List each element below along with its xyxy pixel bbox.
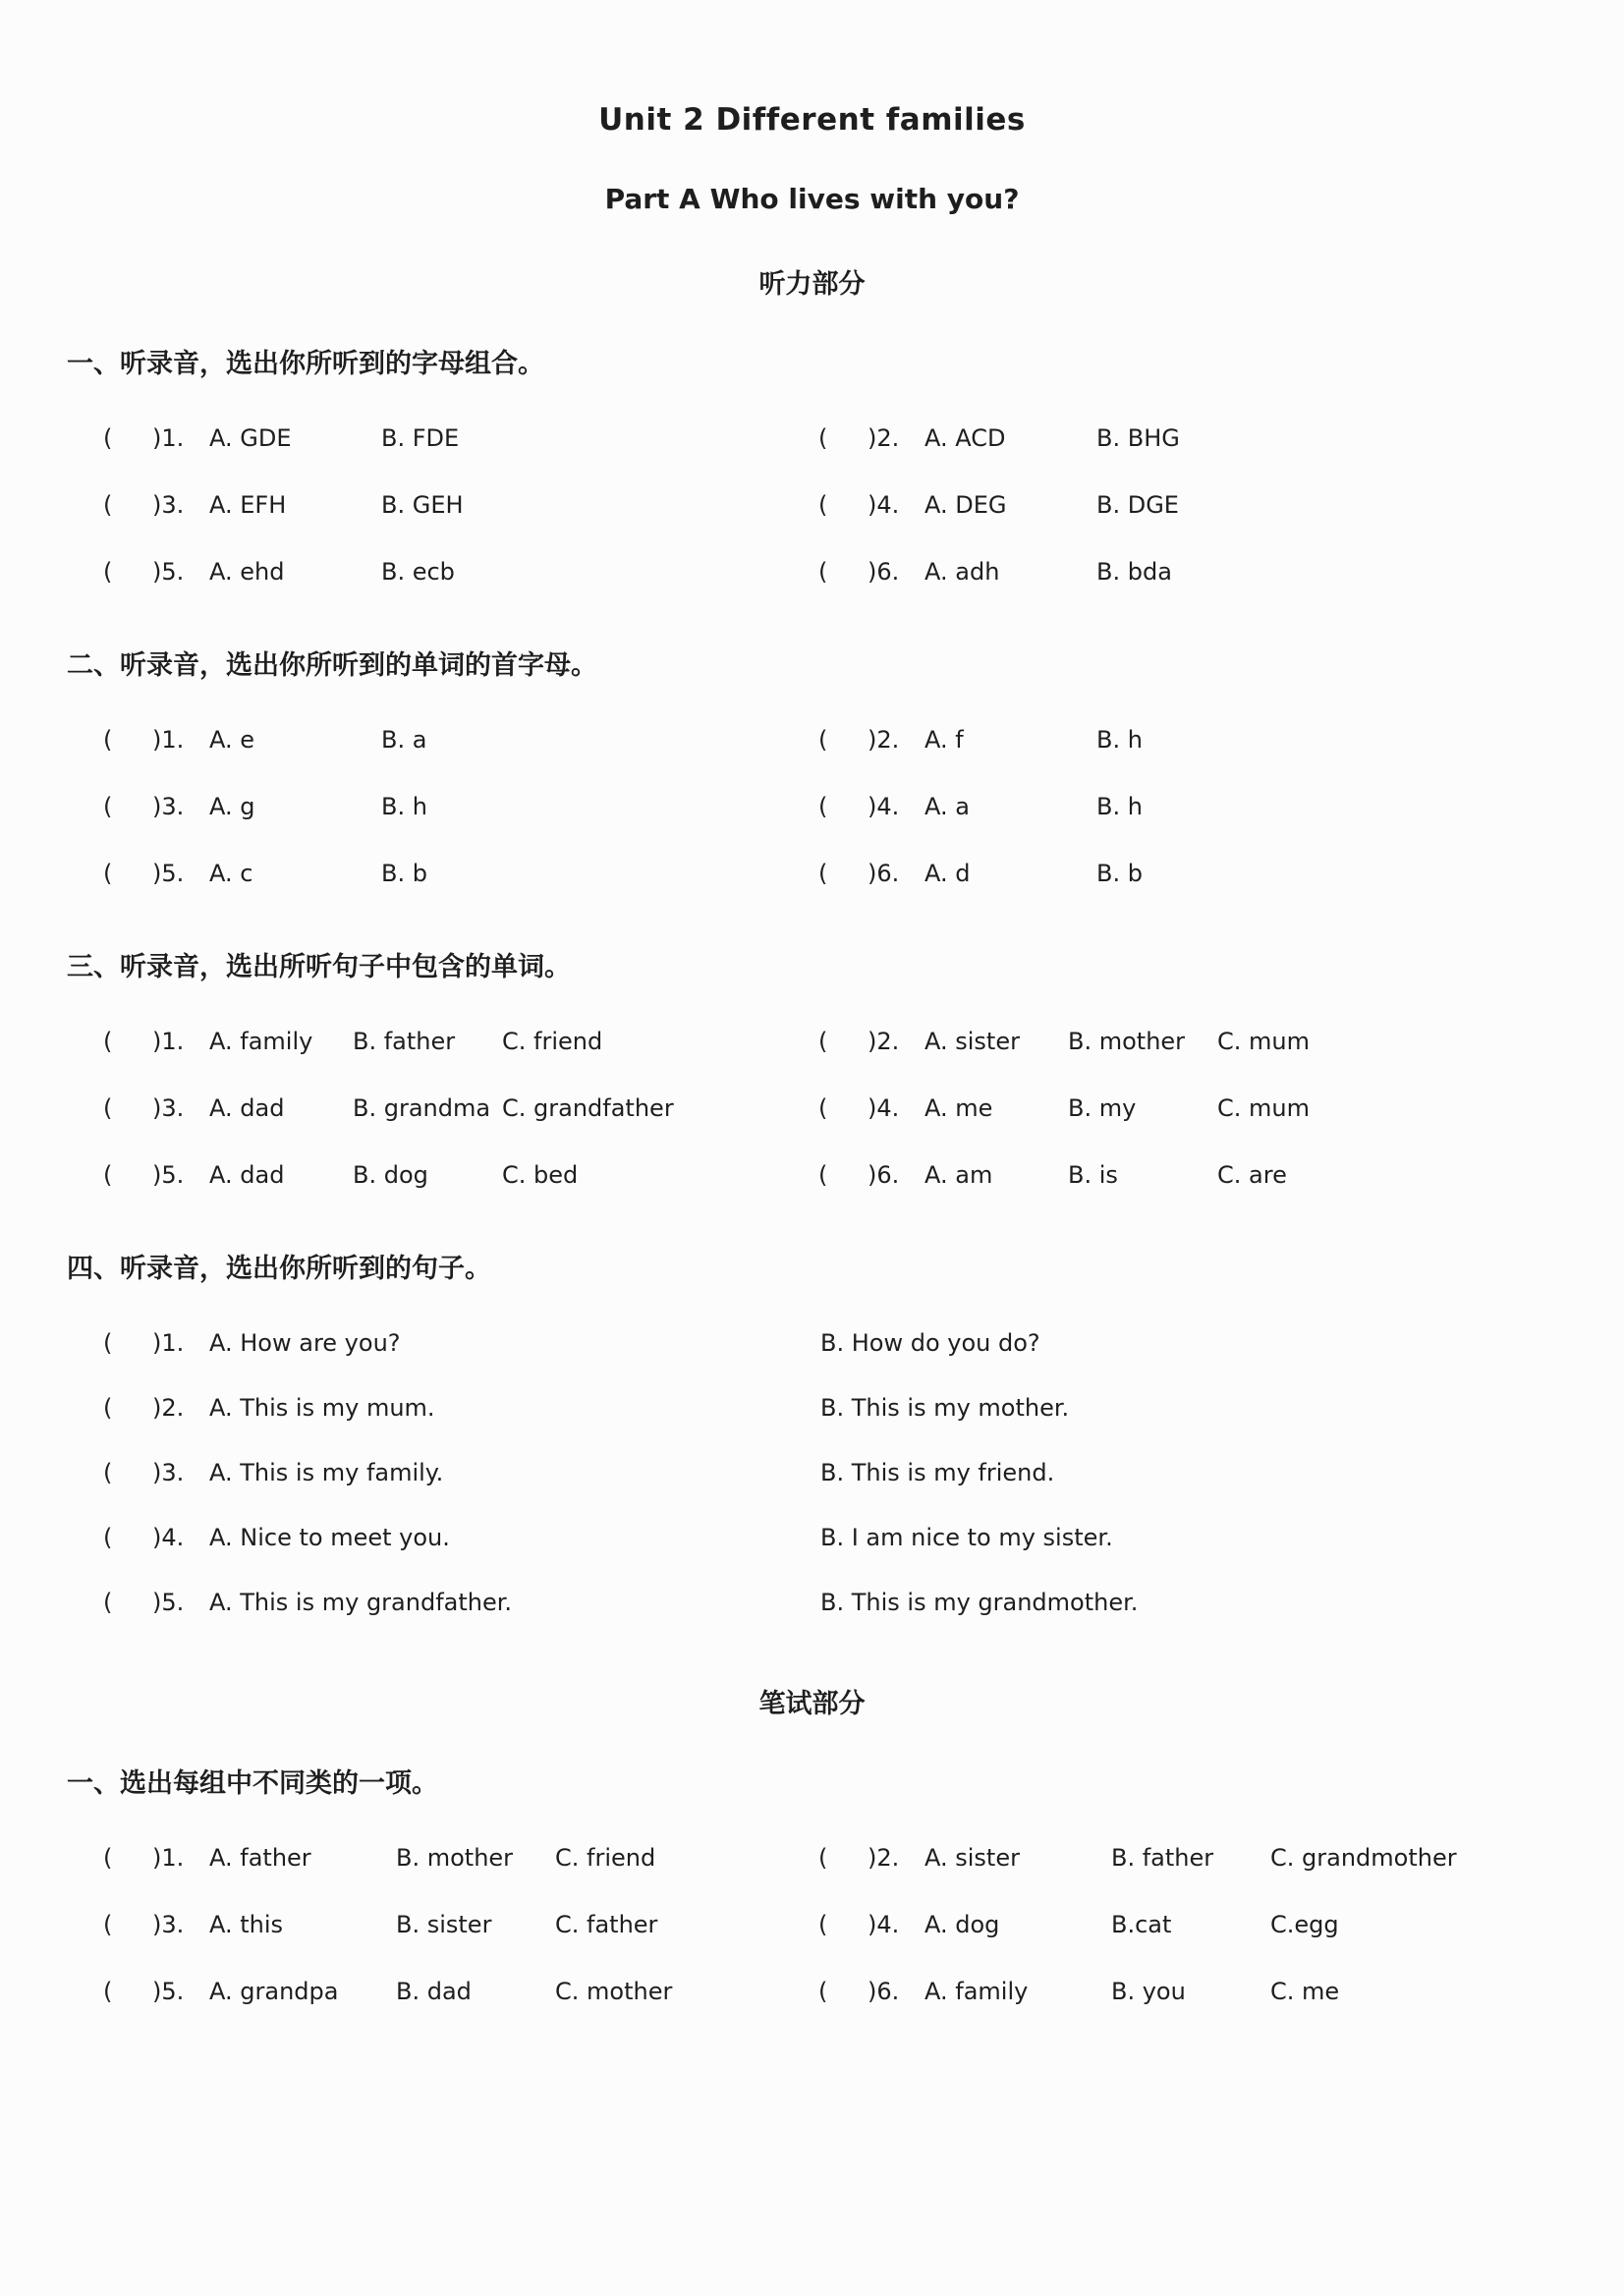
question-item [818,859,1565,888]
answer-bracket: ( [818,1844,828,1872]
option-b: B. a [381,726,427,754]
option-b: B. GEH [381,491,464,519]
option-b: B. b [1096,860,1143,887]
question-item [103,1843,818,1873]
question-number: )6. [868,1161,900,1189]
question-number: )4. [868,1911,900,1938]
question-number: )1. [152,1028,185,1055]
option-c: C. me [1270,1978,1340,2005]
option-a: A. sister [924,1844,1020,1872]
question-number: )3. [152,1459,185,1486]
question-item [818,557,1565,587]
question-item [103,557,818,587]
option-b: B. dad [396,1978,472,2005]
option-b: B. you [1111,1978,1186,2005]
question-item [103,1588,1565,1617]
listening-section-2-items [103,725,1565,888]
answer-bracket: ( [103,1329,113,1357]
unit-title: Unit 2 Different families [598,102,1026,138]
answer-bracket: ( [103,726,113,754]
answer-bracket: ( [103,860,113,887]
question-number: )3. [152,1911,185,1938]
question-item [818,1093,1565,1123]
option-a: A. am [924,1161,993,1189]
option-b: B. h [381,793,427,820]
answer-bracket: ( [103,1524,113,1551]
option-c: C.egg [1270,1911,1339,1938]
question-item [103,1910,818,1939]
option-c: C. mum [1217,1094,1310,1122]
question-item [818,725,1565,755]
option-b: B.cat [1111,1911,1172,1938]
listening-section-1 [59,342,1565,587]
answer-bracket: ( [103,793,113,820]
question-item [818,423,1565,453]
option-c: C. mother [555,1978,673,2005]
option-b: B. This is my mother. [820,1394,1070,1422]
question-number: )1. [152,424,185,452]
option-a: A. g [209,793,255,820]
option-a: A. grandpa [209,1978,339,2005]
listening-section-4-title: 四、听录音，选出你所听到的句子。 [67,1254,491,1284]
question-item [103,859,818,888]
option-b: B. How do you do? [820,1329,1040,1357]
option-c: C. bed [502,1161,579,1189]
answer-bracket: ( [818,793,828,820]
option-a: A. adh [924,558,1000,586]
option-c: C. father [555,1911,658,1938]
option-b: B. is [1068,1161,1118,1189]
option-b: B. mother [396,1844,514,1872]
question-item [818,1160,1565,1190]
answer-bracket: ( [818,726,828,754]
question-number: )2. [868,1844,900,1872]
answer-bracket: ( [103,1394,113,1422]
option-b: B. bda [1096,558,1172,586]
question-number: )4. [152,1524,185,1551]
option-b: B. my [1068,1094,1137,1122]
option-b: B. This is my grandmother. [820,1589,1139,1616]
listening-part-header: 听力部分 [758,269,866,300]
option-a: A. f [924,726,964,754]
option-a: A. How are you? [209,1329,401,1357]
answer-bracket: ( [103,1161,113,1189]
option-c: C. mum [1217,1028,1310,1055]
option-a: A. family [924,1978,1029,2005]
option-b: B. mother [1068,1028,1186,1055]
listening-section-4 [59,1247,1565,1617]
question-item [103,490,818,520]
question-item [103,1977,818,2006]
question-number: )3. [152,491,185,519]
listening-section-2-title: 二、听录音，选出你所听到的单词的首字母。 [67,650,597,681]
question-item [103,1523,1565,1552]
answer-bracket: ( [103,1028,113,1055]
option-c: C. friend [502,1028,603,1055]
question-number: )2. [868,1028,900,1055]
option-b: B. dog [353,1161,428,1189]
option-a: A. e [209,726,255,754]
question-item [818,1027,1565,1056]
part-subtitle: Part A Who lives with you? [604,183,1020,215]
answer-bracket: ( [818,558,828,586]
option-c: C. are [1217,1161,1287,1189]
option-a: A. ehd [209,558,285,586]
answer-bracket: ( [103,424,113,452]
listening-section-4-items [103,1328,1565,1617]
listening-section-3-items [103,1027,1565,1190]
question-number: )5. [152,860,185,887]
question-number: )5. [152,1589,185,1616]
written-section-1-items [103,1843,1565,2006]
option-a: A. This is my family. [209,1459,444,1486]
option-b: B. I am nice to my sister. [820,1524,1113,1551]
answer-bracket: ( [818,1094,828,1122]
question-number: )2. [868,726,900,754]
answer-bracket: ( [103,558,113,586]
option-b: B. DGE [1096,491,1179,519]
question-number: )2. [868,424,900,452]
question-item [818,1910,1565,1939]
option-a: A. me [924,1094,993,1122]
question-item [818,1843,1565,1873]
option-a: A. family [209,1028,313,1055]
answer-bracket: ( [818,1911,828,1938]
question-number: )4. [868,793,900,820]
question-number: )4. [868,491,900,519]
question-number: )6. [868,860,900,887]
option-a: A. d [924,860,971,887]
question-number: )5. [152,1978,185,2005]
question-item [103,792,818,821]
question-number: )1. [152,1844,185,1872]
written-section-1-title: 一、选出每组中不同类的一项。 [67,1768,438,1799]
question-number: )6. [868,1978,900,2005]
written-section-1 [59,1762,1565,2006]
option-a: A. This is my mum. [209,1394,435,1422]
answer-bracket: ( [818,1161,828,1189]
option-b: B. father [353,1028,456,1055]
question-number: )4. [868,1094,900,1122]
option-b: B. BHG [1096,424,1180,452]
option-c: C. friend [555,1844,656,1872]
answer-bracket: ( [103,1911,113,1938]
question-item [103,1160,818,1190]
question-item [103,1328,1565,1358]
answer-bracket: ( [103,491,113,519]
answer-bracket: ( [103,1094,113,1122]
question-item [103,1093,818,1123]
option-a: A. DEG [924,491,1007,519]
option-b: B. b [381,860,427,887]
written-part-header: 笔试部分 [758,1689,866,1719]
option-a: A. dad [209,1094,285,1122]
listening-section-1-title: 一、听录音，选出你所听到的字母组合。 [67,349,544,379]
answer-bracket: ( [103,1978,113,2005]
answer-bracket: ( [818,860,828,887]
option-a: A. father [209,1844,311,1872]
question-number: )6. [868,558,900,586]
option-b: B. h [1096,793,1143,820]
question-item [103,1458,1565,1487]
option-b: B. sister [396,1911,492,1938]
option-a: A. This is my grandfather. [209,1589,513,1616]
option-a: A. dad [209,1161,285,1189]
option-b: B. ecb [381,558,455,586]
answer-bracket: ( [103,1844,113,1872]
question-item [818,490,1565,520]
option-b: B. father [1111,1844,1214,1872]
listening-section-3 [59,945,1565,1190]
option-c: C. grandmother [1270,1844,1457,1872]
option-b: B. FDE [381,424,460,452]
question-item [103,725,818,755]
option-b: B. h [1096,726,1143,754]
question-item [818,792,1565,821]
answer-bracket: ( [818,491,828,519]
answer-bracket: ( [103,1589,113,1616]
option-c: C. grandfather [502,1094,674,1122]
listening-section-3-title: 三、听录音，选出所听句子中包含的单词。 [67,952,571,982]
question-item [103,1027,818,1056]
option-a: A. c [209,860,253,887]
question-number: )1. [152,1329,185,1357]
option-b: B. This is my friend. [820,1459,1055,1486]
option-a: A. dog [924,1911,1000,1938]
listening-section-2 [59,644,1565,888]
option-a: A. ACD [924,424,1006,452]
option-a: A. EFH [209,491,287,519]
question-item [103,1393,1565,1423]
question-item [818,1977,1565,2006]
answer-bracket: ( [818,1028,828,1055]
question-number: )3. [152,1094,185,1122]
answer-bracket: ( [103,1459,113,1486]
option-a: A. sister [924,1028,1020,1055]
listening-section-1-items [103,423,1565,587]
option-a: A. a [924,793,970,820]
answer-bracket: ( [818,1978,828,2005]
answer-bracket: ( [818,424,828,452]
option-a: A. GDE [209,424,292,452]
question-item [103,423,818,453]
question-number: )3. [152,793,185,820]
question-number: )2. [152,1394,185,1422]
question-number: )1. [152,726,185,754]
option-a: A. this [209,1911,284,1938]
question-number: )5. [152,558,185,586]
question-number: )5. [152,1161,185,1189]
option-b: B. grandma [353,1094,491,1122]
option-a: A. Nice to meet you. [209,1524,450,1551]
